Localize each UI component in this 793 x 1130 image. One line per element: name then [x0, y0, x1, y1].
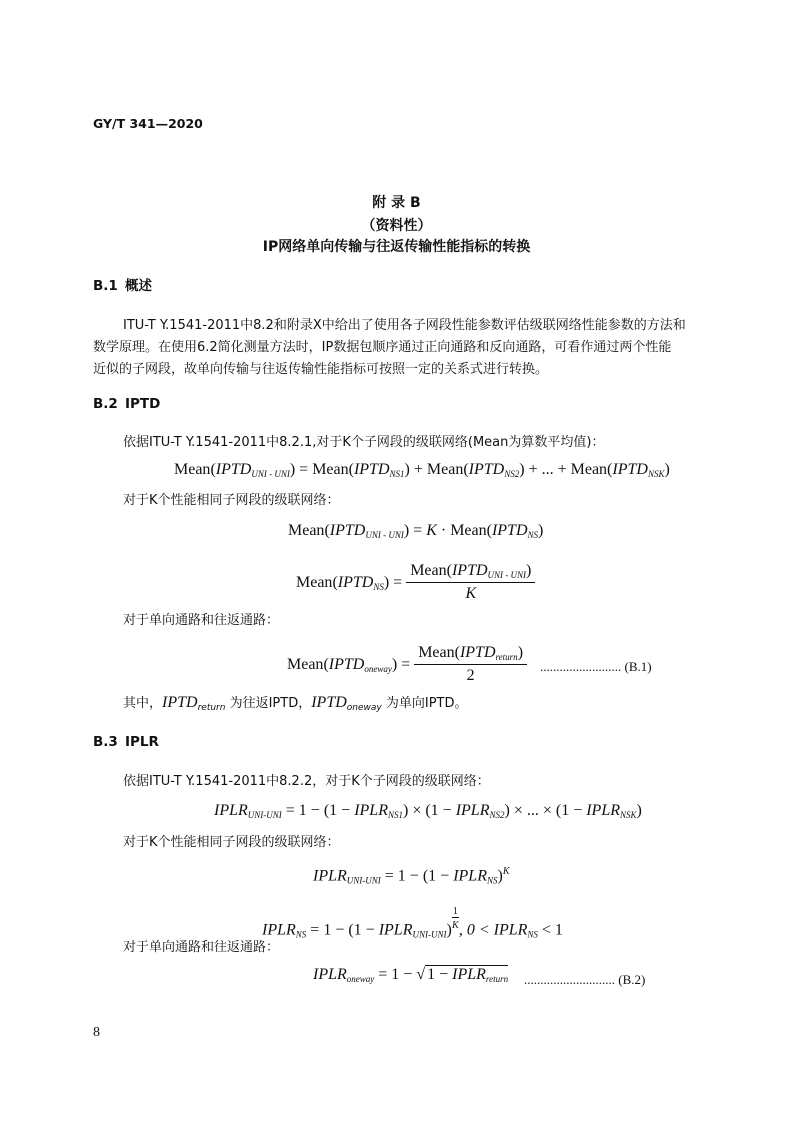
equation-tag-b2: ............................ (B.2)	[524, 972, 646, 987]
b2-oneway-return-text: 对于单向通路和往返通路：	[123, 613, 280, 628]
leader-dots: ............................	[524, 972, 615, 987]
b3-oneway-return-text: 对于单向通路和往返通路：	[123, 940, 280, 955]
formula-b2: $IPLR_{oneway} = 1$ − √ $1 - IPLR_{return}$	[313, 966, 509, 984]
section-heading-b2	[93, 396, 160, 412]
section-title: IPLR	[125, 734, 159, 750]
leader-dots: .........................	[540, 659, 622, 674]
section-heading-b3	[93, 734, 159, 750]
section-title: 概述	[125, 278, 152, 294]
b1-paragraph-line-3: 近似的子网段，故单向传输与往返传输性能指标可按照一定的关系式进行转换。	[93, 362, 549, 377]
section-number: B.3	[93, 734, 118, 750]
b2-intro: 依据ITU-T Y.1541-2011中8.2.1,对于K个子网段的级联网络(Mean为算数平均值)：	[123, 435, 605, 450]
formula-iptd-k: $Mean(IPTD_{UNI - UNI}) = K$ · $Mean(IPTD_{NS})$	[288, 522, 544, 540]
formula-iplr-ns: $IPLR_{NS} = 1 - (1$ − $IPLR_{UNI-UNI}$) $\frac{1}{K}$ , $0 < IPLR_{NS} < 1$	[262, 906, 563, 940]
b2-where-line: 其中，$IPTD_{return}$ 为往返IPTD，$IPTD_{oneway}$ 为单向IPTD。	[123, 694, 468, 713]
formula-iplr-k: $IPLR_{UNI-UNI} = 1 - (1$ − $IPLR_{NS})^K$	[313, 866, 510, 886]
b3-intro: 依据ITU-T Y.1541-2011中8.2.2，对于K个子网段的级联网络：	[123, 774, 490, 789]
annex-label: 附 录 B	[372, 195, 421, 211]
annex-nature: （资料性）	[361, 218, 432, 234]
b1-paragraph-line-1: ITU-T Y.1541-2011中8.2和附录X中给出了使用各子网段性能参数评估级联网络性能参数的方法和	[123, 318, 686, 333]
b2-same-subnet-text: 对于K个性能相同子网段的级联网络：	[123, 493, 340, 508]
formula-b1: $Mean(IPTD_{oneway})$ = $\frac{Mean(IPTD_{return})}{2}$	[287, 644, 527, 685]
b1-paragraph-line-2: 数学原理。在使用6.2简化测量方法时，IP数据包顺序通过正向通路和反向通路，可看作通过两个性能	[93, 340, 672, 355]
equation-tag-b1: ......................... (B.1)	[540, 659, 652, 674]
section-number: B.2	[93, 396, 118, 412]
formula-iplr-product: $IPLR_{UNI-UNI} = 1 - (1$ − $IPLR_{NS1}) \times (1$ − $IPLR_{NS2}$) × ... × $(1 - IPLR_{NSK})$	[214, 802, 642, 820]
section-number: B.1	[93, 278, 118, 294]
formula-iptd-ns: $Mean(IPTD_{NS})$ = $\frac{Mean(IPTD_{UNI - UNI})}{K}$	[296, 562, 535, 603]
section-heading-b1	[93, 274, 152, 294]
formula-iptd-sum: $Mean(IPTD_{UNI - UNI})$ = $Mean(IPTD_{NS1})$ + $Mean(IPTD_{NS2})$ + ... + $Mean(IPTD_{NSK})$	[174, 461, 670, 479]
b3-same-subnet-text: 对于K个性能相同子网段的级联网络：	[123, 835, 340, 850]
page-number: 8	[93, 1025, 100, 1040]
annex-title: IP网络单向传输与往返传输性能指标的转换	[262, 239, 531, 255]
standard-number: GY/T 341—2020	[93, 116, 203, 131]
section-title: IPTD	[125, 396, 161, 412]
